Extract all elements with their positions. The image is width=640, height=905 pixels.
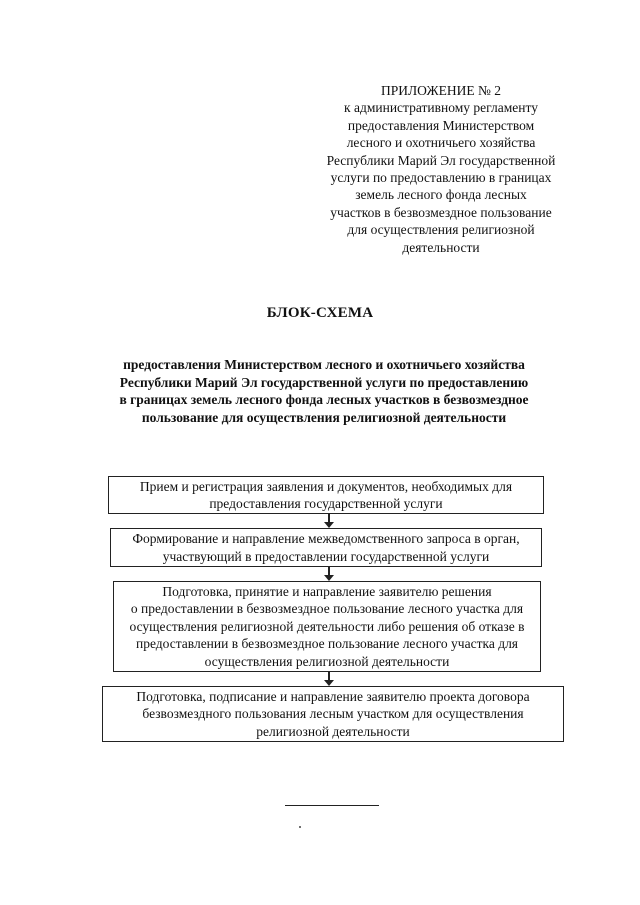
- step-3-line: о предоставлении в безвозмездное пользование лесного участка для: [130, 601, 524, 617]
- page-title: БЛОК-СХЕМА: [266, 305, 374, 321]
- step-3-line: Подготовка, принятие и направление заявителю решения: [162, 583, 492, 599]
- step-3-line: осуществления религиозной деятельности: [204, 653, 450, 669]
- step-3-line: предоставлении в безвозмездное пользование лесного участка для: [135, 636, 519, 652]
- subtitle-line: в границах земель лесного фонда лесных участков в безвозмездное: [119, 392, 529, 408]
- flow-step-2: [110, 528, 542, 567]
- flow-arrow-2: [324, 567, 334, 581]
- step-1-line: Прием и регистрация заявления и документов, необходимых для: [139, 478, 513, 494]
- step-3-line: осуществления религиозной деятельности либо решения об отказе в: [129, 618, 525, 634]
- step-4-line: религиозной деятельности: [256, 723, 410, 739]
- page-subtitle: [90, 356, 558, 426]
- annex-line: Республики Марий Эл государственной: [326, 152, 556, 168]
- annex-line: для осуществления религиозной: [347, 222, 535, 238]
- subtitle-line: Республики Марий Эл государственной услуги по предоставлению: [119, 374, 529, 390]
- step-2-line: Формирование и направление межведомственного запроса в орган,: [132, 531, 520, 547]
- annex-line: земель лесного фонда лесных: [355, 187, 527, 203]
- flow-step-1: [108, 476, 544, 514]
- flow-arrow-3: [324, 672, 334, 686]
- annex-line: участков в безвозмездное пользование: [330, 204, 552, 220]
- flow-step-4: [102, 686, 564, 742]
- annex-header: [306, 82, 576, 256]
- annex-line: лесного и охотничьего хозяйства: [346, 135, 536, 151]
- footer-dot: [299, 826, 301, 828]
- footer-rule: [285, 805, 379, 806]
- annex-line: услуги по предоставлению в границах: [330, 170, 552, 186]
- step-2-line: участвующий в предоставлении государственной услуги: [162, 548, 490, 564]
- annex-line: ПРИЛОЖЕНИЕ № 2: [380, 83, 502, 98]
- step-4-line: безвозмездного пользования лесным участком для осуществления: [142, 706, 524, 722]
- step-1-line: предоставления государственной услуги: [209, 496, 443, 511]
- annex-line: деятельности: [402, 239, 480, 255]
- flow-arrow-1: [324, 514, 334, 528]
- annex-line: к административному регламенту: [344, 100, 538, 116]
- subtitle-line: пользование для осуществления религиозной деятельности: [141, 409, 507, 425]
- annex-line: предоставления Министерством: [347, 117, 535, 133]
- flow-step-3: [113, 581, 541, 672]
- subtitle-line: предоставления Министерством лесного и охотничьего хозяйства: [123, 357, 525, 372]
- step-4-line: Подготовка, подписание и направление заявителю проекта договора: [136, 688, 530, 704]
